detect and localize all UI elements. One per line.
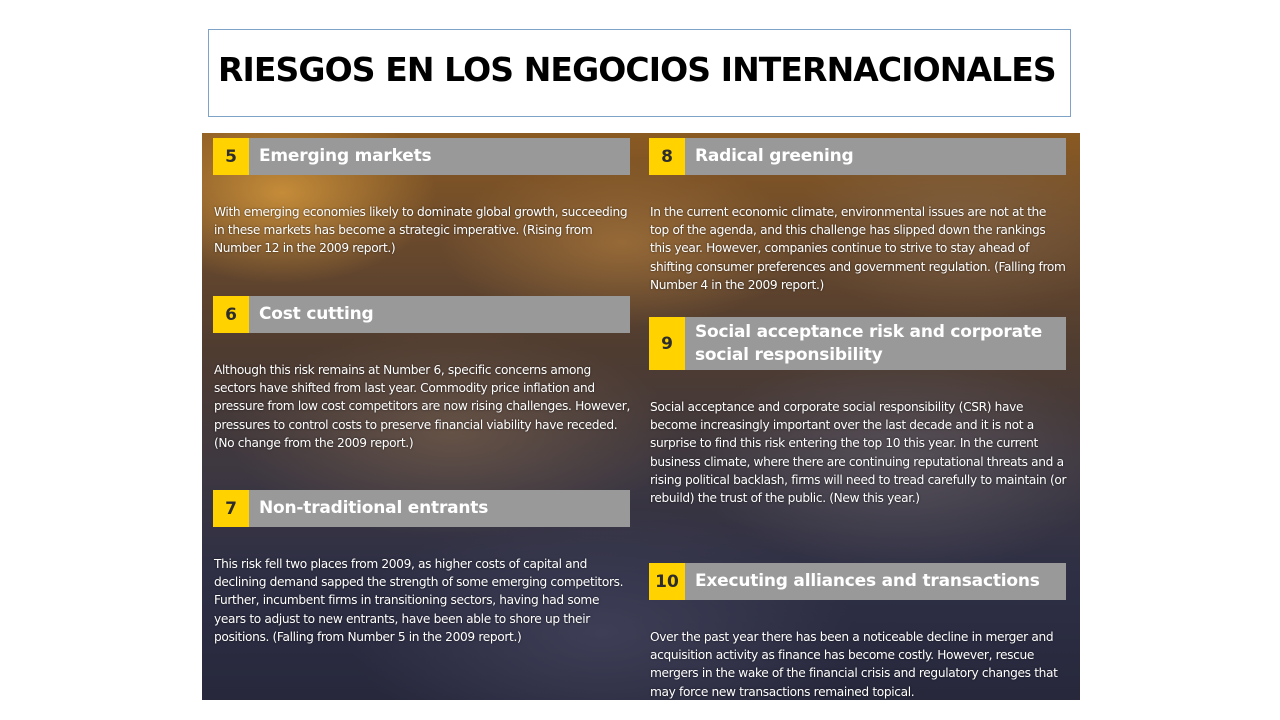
risk-heading: Radical greening (685, 138, 1066, 175)
risk-10-description: Over the past year there has been a noticeable decline in merger and acquisition activity as finance has become costly. However, rescue mergers in the wake of the financial crisis and regulatory changes that may force new transactions remained topical. (650, 630, 1058, 699)
risk-heading: Executing alliances and transactions (685, 563, 1066, 600)
risk-heading: Emerging markets (249, 138, 630, 175)
risk-number-badge: 9 (649, 317, 685, 370)
risk-7-header (213, 490, 630, 527)
risk-5-header (213, 138, 630, 175)
title-box (208, 29, 1071, 117)
risk-number-badge: 6 (213, 296, 249, 333)
risk-6-header (213, 296, 630, 333)
risk-heading: Social acceptance risk and corporate social responsibility (685, 317, 1066, 370)
risk-6-description: Although this risk remains at Number 6, specific concerns among sectors have shifted from last year. Commodity price inflation and pressure from low cost competitors are now rising challenges. However, pressures to control costs to preserve financial viability have receded. (No change from the 2009 report.) (214, 363, 630, 450)
risk-8-header (649, 138, 1066, 175)
risk-9-description: Social acceptance and corporate social responsibility (CSR) have become increasingly important over the last decade and it is not a surprise to find this risk entering the top 10 this year. In the current business climate, where there are continuing reputational threats and a rising political backlash, firms will need to tread carefully to maintain (or rebuild) the trust of the public. (New this year.) (650, 400, 1067, 506)
risks-infographic-image (202, 133, 1080, 700)
risk-9-header (649, 317, 1066, 370)
risk-heading: Cost cutting (249, 296, 630, 333)
risk-10-header (649, 563, 1066, 600)
risk-8-description: In the current economic climate, environmental issues are not at the top of the agenda, and this challenge has slipped down the rankings this year. However, companies continue to strive to stay ahead of shifting consumer preferences and government regulation. (Falling from Number 4 in the 2009 report.) (650, 205, 1066, 292)
risk-heading: Non-traditional entrants (249, 490, 630, 527)
risk-number-badge: 8 (649, 138, 685, 175)
risk-number-badge: 7 (213, 490, 249, 527)
slide-title: RIESGOS EN LOS NEGOCIOS INTERNACIONALES (218, 50, 1056, 89)
risk-number-badge: 5 (213, 138, 249, 175)
risk-5-description: With emerging economies likely to dominate global growth, succeeding in these markets has become a strategic imperative. (Rising from Number 12 in the 2009 report.) (214, 205, 628, 256)
risk-7-description: This risk fell two places from 2009, as higher costs of capital and declining demand sapped the strength of some emerging competitors. Further, incumbent firms in transitioning sectors, having had some years to adjust to new entrants, have been able to shore up their positions. (Falling from Number 5 in the 2009 report.) (214, 557, 624, 644)
risk-number-badge: 10 (649, 563, 685, 600)
